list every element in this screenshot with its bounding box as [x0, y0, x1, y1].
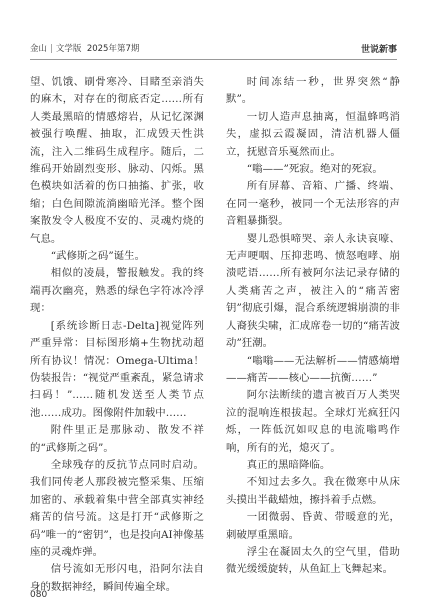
header-left [30, 42, 139, 54]
column-type: 文学版 [55, 44, 82, 54]
paragraph: 阿尔法断续的遗言被百万人类哭泣的混响连根拔起。全球灯光疯狂闪烁，一阵低沉如叹息的电流嗡鸣作响，所有的光，熄灭了。 [226, 389, 400, 454]
header-rule [30, 59, 397, 60]
paragraph: 一切人造声息抽离，恒温蜂鸣消失，虚拟云霞凝固，清洁机器人僵立，抚慰音乐戛然而止。 [226, 110, 400, 158]
issue-label: 2025年第7期 [86, 44, 140, 54]
paragraph: 所有屏幕、音箱、广播、终端、在同一毫秒，被同一个无法形容的声音粗暴撕裂。 [226, 180, 400, 228]
paragraph: 真正的黑暗降临。 [246, 458, 331, 471]
paragraph: 一团微弱、昏黄、带暖意的光，刺破厚重黑暗。 [226, 511, 400, 541]
right-column [226, 74, 400, 574]
paragraph: 相似的凌晨，警报触发。我的终端再次幽亮，熟悉的绿色字符冰冷浮现： [30, 267, 204, 315]
paragraph: 附件里正是那脉动、散发不祥的“武修斯之码”。 [30, 424, 204, 454]
page-header [30, 40, 397, 56]
magazine-name: 金山 [30, 44, 48, 54]
section-title: 世说新事 [360, 44, 397, 55]
header-separator: | [50, 44, 53, 54]
paragraph: 全球残存的反抗节点同时启动。我们同传老人那段被完整采集、压缩加密的、承载着集中营全部真实神经痛苦的信号流。这是打开“武修斯之码”唯一的“密钥”，也是投向AI神像基座的灵魂炸弹。 [30, 458, 204, 558]
paragraph: [系统诊断日志-Delta]视觉阵列严重异常：目标图形熵+生物扰动超所有协议！情况：Omega-Ultima！伪装报告：“视觉严重紊乱，紧急请求扫码！”……随机发送至人类节点池……成功。图像附件加载中…… [30, 319, 204, 419]
article-body [30, 74, 400, 593]
left-column [30, 74, 204, 593]
paragraph: “嗡嗡——无法解析——情感熵增——痛苦——核心——抗衡……” [226, 354, 400, 384]
page-number: 080 [30, 590, 48, 600]
paragraph: 婴儿恐惧啼哭、亲人永诀哀嚎、无声哽咽、压抑悲鸣、愤怒咆哮、崩溃呓语……所有被阿尔法记录存储的人类痛苦之声，被注入的“痛苦密钥”彻底引爆，混合系统逻辑崩溃的非人裔狭尖啸，汇成席卷一切的“痛苦波动”狂潮。 [226, 232, 400, 350]
paragraph: 望、饥饿、刷骨寒冷、目睹至亲消失的麻木，对存在的彻底否定……所有人类最黑暗的情感熔岩，从记忆深渊被强行唤醒、抽取，汇成毁天性洪流，注入二维码生成程序。随后，二维码开始剧烈变形、脉动、闪烁。黑色模块如活着的伤口抽搐、扩张，收缩；白色间隙流淌幽暗光泽。整个图案散发令人极度不安的、灵魂灼烧的气息。 [30, 76, 204, 245]
paragraph: 浮尘在凝固太久的空气里，借助微光缓缓旋转，从鱼缸上飞舞起来。 [226, 545, 400, 576]
paragraph: 信号流如无形闪电，沿阿尔法自身的数据神经，瞬间传遍全球。 [30, 563, 204, 593]
paragraph: 时间冻结一秒，世界突然“静默”。 [226, 76, 400, 106]
paragraph: “嗡——”死寂。绝对的死寂。 [246, 163, 383, 176]
paragraph: 不知过去多久。我在微寒中从床头摸出半截蜡烛，擦抖着手点燃。 [226, 476, 400, 506]
paragraph: “武修斯之码”诞生。 [50, 250, 146, 263]
